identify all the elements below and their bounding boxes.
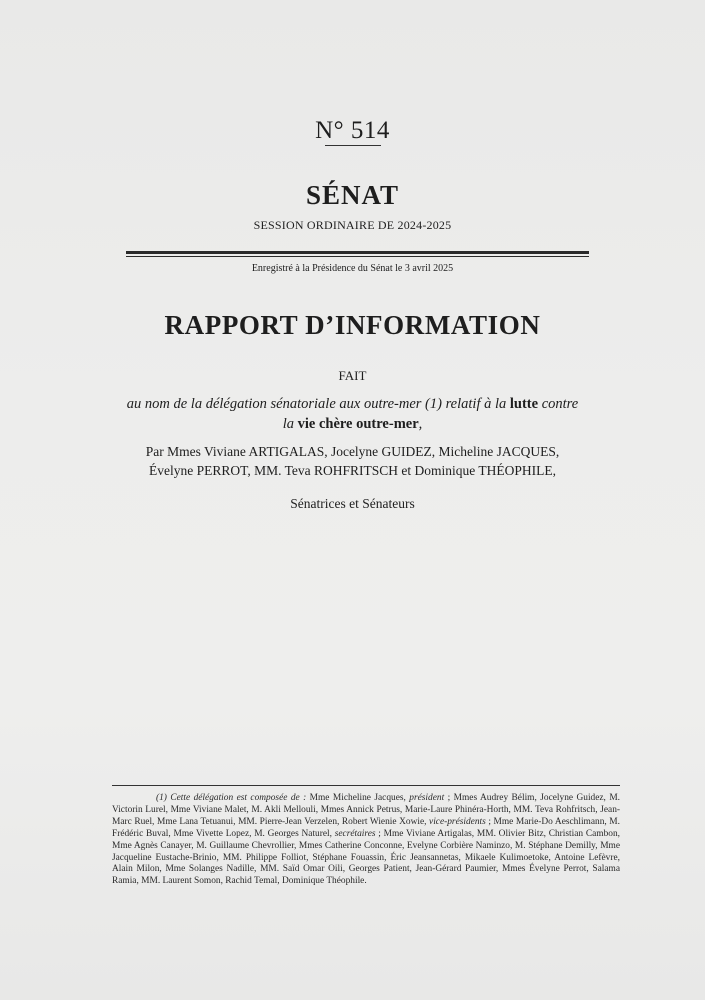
footnote-role-secretaires: secrétaires	[334, 828, 376, 839]
authors-line-1: Par Mmes Viviane ARTIGALAS, Jocelyne GUIDEZ, Micheline JACQUES,	[145, 444, 560, 459]
footnote-text-1: Mme Micheline Jacques,	[306, 793, 410, 803]
subject-text-2: contre	[538, 396, 579, 412]
footnote-role-president: président	[409, 793, 445, 803]
registration-line: Enregistré à la Présidence du Sénat le 3 avril 2025	[251, 263, 454, 274]
session-line: SESSION ORDINAIRE DE 2024-2025	[253, 218, 452, 232]
report-title: RAPPORT D’INFORMATION	[164, 310, 541, 340]
report-number-underline	[325, 145, 381, 146]
subject-text-3: la	[282, 416, 298, 432]
report-subject	[0, 394, 705, 434]
subject-bold-vie-chere: vie chère outre-mer	[297, 416, 419, 432]
header-rule-thick	[126, 251, 589, 254]
subject-bold-lutte: lutte	[509, 396, 539, 412]
footnote-text-3: ; Mme Marie-Do Aeschlimann, M. Frédéric Buval, Mme Vivette Lopez, M. Georges Naturel,	[112, 816, 620, 839]
report-number: N° 514	[315, 117, 390, 144]
footnote-intro: (1) Cette délégation est composée de :	[156, 793, 307, 803]
subject-text-4: ,	[418, 416, 423, 432]
footnote	[112, 793, 620, 888]
footnote-text-4: ; Mme Viviane Artigalas, MM. Olivier Bitz, Christian Cambon, Mme Agnès Canayer, M. Guillaume Chevrollier, Mmes Catherine Conconne, Evelyne Corbière Naminzo, M. Stéphane Demilly, Mme Jacqueline Eustache-Brinio, MM. Philippe Folliot, Stéphane Fouassin, Éric Jeansannetas, Mikaele Kulimoetoke, Antoine Lefèvre, Alain Milon, Mme Solanges Nadille, MM. Saïd Omar Oili, Georges Patient, Jean-Gérard Paumier, Mmes Évelyne Perrot, Salama Ramia, MM. Laurent Somon, Rachid Temal, Dominique Théophile.	[112, 828, 620, 887]
senators-label: Sénatrices et Sénateurs	[290, 496, 415, 511]
footnote-text-2: ; Mmes Audrey Bélim, Jocelyne Guidez, M. Victorin Lurel, Mme Viviane Malet, M. Akli Mellouli, Mmes Annick Petrus, Marie-Laure Phinéra-Horth, MM. Teva Rohfritsch, Jean-Marc Ruel, Mme Lana Tetuanui, MM. Pierre-Jean Verzelen, Robert Wienie Xowie,	[112, 793, 621, 827]
subject-text-1: au nom de la délégation sénatoriale aux outre-mer (1) relatif à la	[126, 396, 510, 412]
chamber-name: SÉNAT	[305, 180, 400, 210]
footnote-rule	[112, 785, 620, 786]
footnote-role-vice-presidents: vice-présidents	[429, 816, 486, 827]
header-rule-thin	[126, 256, 589, 257]
fait-label: FAIT	[338, 368, 367, 383]
authors-line-2: Évelyne PERROT, MM. Teva ROHFRITSCH et Dominique THÉOPHILE,	[148, 463, 557, 478]
authors-block	[0, 442, 705, 480]
